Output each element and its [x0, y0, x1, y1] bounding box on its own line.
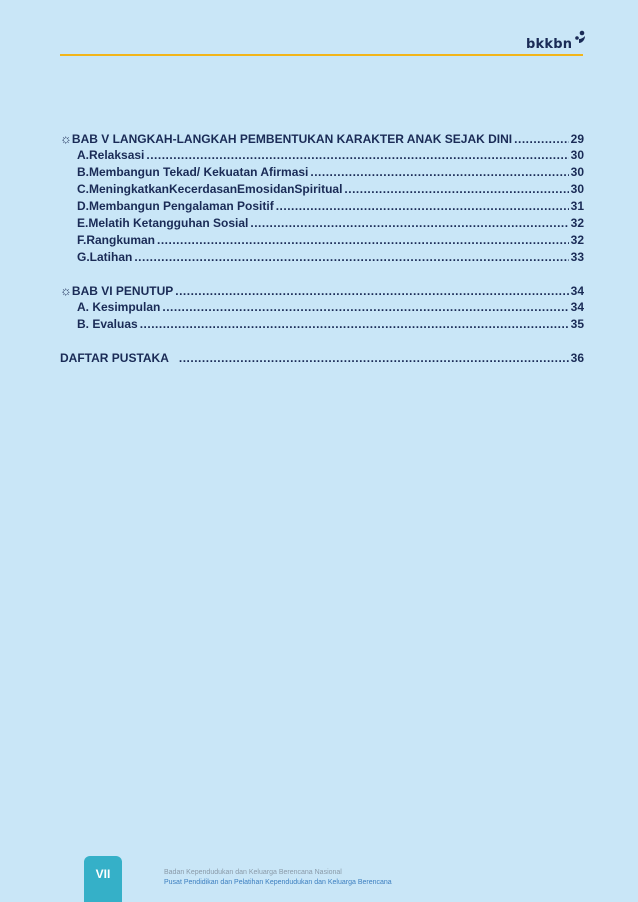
toc-label: A. Kesimpulan — [77, 300, 161, 314]
sun-bullet-icon: ☼ — [60, 131, 72, 146]
toc-label: G.Latihan — [77, 250, 133, 264]
toc-page: 33 — [570, 250, 584, 264]
toc-label: D.Membangun Pengalaman Positif — [77, 199, 274, 213]
dot-leader — [310, 164, 568, 181]
toc-chapter-6[interactable] — [60, 282, 584, 299]
dot-leader — [250, 215, 568, 232]
bkkbn-logo — [526, 30, 587, 52]
toc-item[interactable] — [60, 198, 584, 215]
toc-daftar-pustaka[interactable] — [60, 350, 584, 367]
dot-leader — [276, 198, 569, 215]
toc-page: 30 — [570, 165, 584, 179]
toc-chapter-5[interactable] — [60, 130, 584, 147]
toc-page: 31 — [570, 199, 584, 213]
dot-leader — [134, 249, 568, 266]
toc-item[interactable] — [60, 232, 584, 249]
footer-line-2: Pusat Pendidikan dan Pelatihan Kependudukan dan Keluarga Berencana — [164, 879, 392, 886]
toc-item[interactable] — [60, 164, 584, 181]
dot-leader — [179, 350, 569, 367]
toc-label: C.MeningkatkanKecerdasanEmosidanSpiritual — [77, 182, 343, 196]
toc-page: 36 — [570, 351, 584, 365]
toc-label: A.Relaksasi — [77, 148, 145, 162]
toc-item[interactable] — [60, 215, 584, 232]
footer-line-1: Badan Kependudukan dan Keluarga Berencana Nasional — [164, 869, 342, 876]
toc-page: 30 — [570, 182, 584, 196]
toc-page: 32 — [570, 216, 584, 230]
page-number: VII — [95, 867, 111, 881]
toc-item[interactable] — [60, 147, 584, 164]
dot-leader — [514, 131, 568, 148]
toc-label: B. Evaluas — [77, 317, 138, 331]
sun-bullet-icon: ☼ — [60, 283, 72, 298]
dot-leader — [175, 283, 568, 300]
spacer — [60, 333, 584, 350]
toc-label: DAFTAR PUSTAKA — [60, 351, 169, 365]
toc-page: 34 — [570, 284, 584, 298]
header-rule — [60, 54, 583, 56]
toc-page: 35 — [570, 317, 584, 331]
toc-label: BAB V LANGKAH-LANGKAH PEMBENTUKAN KARAKTER ANAK SEJAK DINI — [71, 132, 513, 146]
logo-text: bkkbn — [526, 37, 573, 52]
toc-label: E.Melatih Ketangguhan Sosial — [77, 216, 249, 230]
logo-mark-icon — [573, 30, 587, 46]
dot-leader — [344, 181, 568, 198]
toc-item[interactable] — [60, 249, 584, 266]
toc-page: 30 — [570, 148, 584, 162]
toc-item[interactable] — [60, 181, 584, 198]
toc-page: 29 — [570, 132, 584, 146]
spacer — [60, 266, 584, 282]
table-of-contents — [60, 130, 584, 367]
footer-institution — [164, 868, 392, 888]
toc-item[interactable] — [60, 316, 584, 333]
toc-page: 34 — [570, 300, 584, 314]
toc-item[interactable] — [60, 299, 584, 316]
toc-page: 32 — [570, 233, 584, 247]
dot-leader — [157, 232, 569, 249]
toc-label: F.Rangkuman — [77, 233, 156, 247]
toc-label: BAB VI PENUTUP — [71, 284, 174, 298]
toc-label: B.Membangun Tekad/ Kekuatan Afirmasi — [77, 165, 309, 179]
page-number-tab — [84, 856, 122, 902]
dot-leader — [146, 147, 568, 164]
dot-leader — [140, 316, 569, 333]
dot-leader — [162, 299, 568, 316]
